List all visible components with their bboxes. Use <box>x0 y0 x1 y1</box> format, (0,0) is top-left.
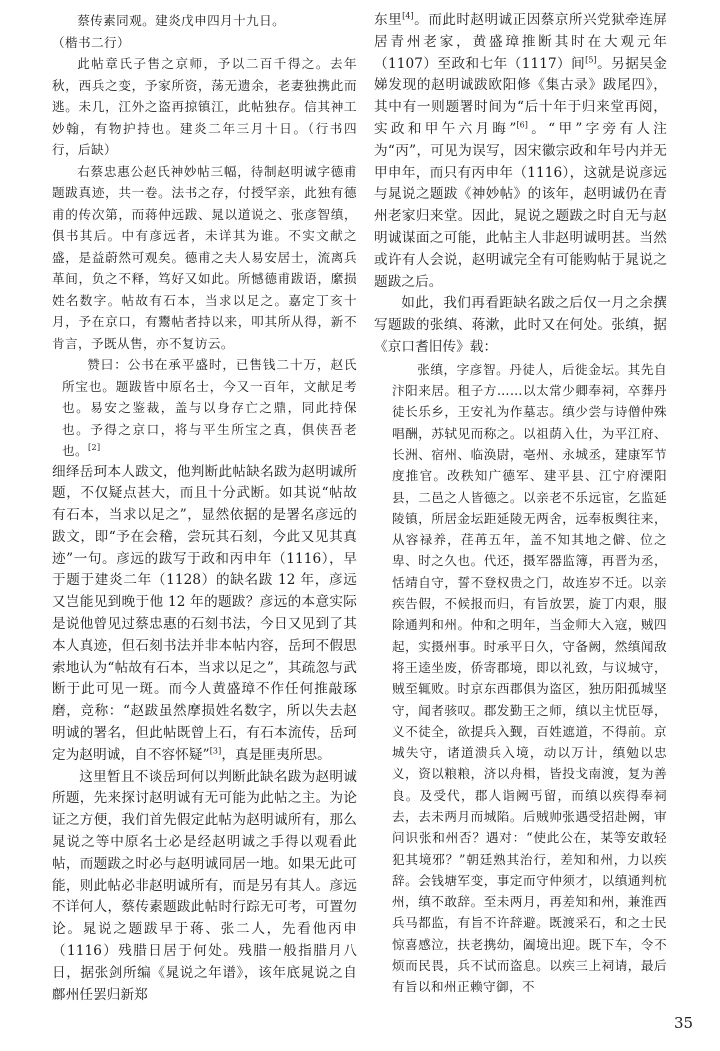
right-column <box>374 10 667 998</box>
yueke-eulogy: 赞曰：公书在承平盛时，已售钱二十万，赵氏所宝也。题跋皆中原名士，今又一百年，文献足考也。易安之鉴裁，盖与以身存亡之鼎，同此持保也。予得之京口，将与平生所宝之真，俱侠吾老也。[2] <box>62 357 357 458</box>
body-paragraph: 细绎岳珂本人跋文，他判断此帖缺名跋为赵明诚所题，不仅疑点甚大，而且十分武断。如其说“帖故有石本，当求以足之”，显然依据的是署名彦远的跋文，即“予在会稽，尝玩其石刻，今此又见其真迹”一句。彦远的跋写于政和丙申年（1116），早于题于建炎二年（1128）的缺名跋 12 年，彦远又岂能见到晚于他 12 年的题跋？彦远的本意实际是说他曾见过蔡忠惠的石刻书法，今日又见到了其本人真迹，但石刻书法并非本帖内容，岳珂不假思索地认为“帖故有石本，当求以足之”，其疏忽与武断于此可见一斑。而今人黄盛璋不作任何推敲琢磨，竞称：“赵跋虽然摩损姓名数字，所以失去赵明诚的署名，但此帖既曾上石，有石本流传，岳珂定为赵明诚，自不容怀疑”[3]，真是匪夷所思。 <box>52 463 357 763</box>
left-column <box>52 10 357 1006</box>
footnote-ref: [2] <box>88 442 101 452</box>
footnote-ref: [6] <box>516 120 529 130</box>
page-number: 35 <box>674 1014 694 1032</box>
body-paragraph: 东里[4]。而此时赵明诚正因蔡京所兴党狱牵连屏居青州老家，黄盛璋推断其时在大观元年（1107）至政和七年（1117）间[5]。另据吴金娣发现的赵明诚跋欧阳修《集古录》跋尾四》，其中有一则题署时间为“后十年于归来堂再阅，实政和甲午六月晦”[6]。“甲”字旁有人注为“丙”，可见为误写，因宋徽宗政和年号内并无甲申年，而只有丙申年（1116），这就是说彦远与晁说之题跋《神妙帖》的该年，赵明诚仍在青州老家归来堂。因此，晁说之题跋之时自无与赵明诚谋面之可能，此帖主人非赵明诚明甚。当然或许有人会说，赵明诚完全有可能购帖于晁说之题跋之后。 <box>374 11 668 290</box>
colophon-signature: 蔡传素同观。建炎戊申四月十九日。 <box>77 13 286 28</box>
block-quote: 张缜，字彦智。丹徒人，后徙金坛。其先自汴阳来居。租子方……以太常少卿奉祠，卒葬丹徒长乐乡，王安礼为作墓志。缜少尝与诗僧仲殊唱酬，苏轼见而称之。以祖荫入仕，为平江府、长洲、宿州、临涣尉，亳州、永城丞，建康军节度推官。改秩知广德军、建平县、江宁府溧阳县，二邑之人皆德之。以亲老不乐远宦，乞监延陵镇，所居金坛距延陵无两舍，远奉板舆往来，从容禄养，荏苒五年，盖不知其地之僻、位之卑、时之久也。代还，摄军器监簿，再晋为丞，恬靖自守，誓不登权贵之门，故连岁不迁。以亲疾告假，不候报而归，有旨放罢，旋丁内艰，服除通判和州。仲和之明年，当金师大入寇，贼四起，实摄州事。时承平日久，守备阙，然缜闻敌将王逵坐废，侨寄郡境，即以礼致，与议城守，贼至辄败。时京东西郡俱为盗区，独历阳孤城坚守，闻者骇叹。郡发勤王之师，缜以主忧臣辱，义不徒全，欲提兵入觐，百姓遮道，不得前。京城失守，诸道溃兵入境，动以万计，缜勉以忠义，资以粮粮，济以舟楫，皆投戈南渡，复为善良。及受代，郡人诣阙丐留，而缜以疾得奉祠去，去未两月而城陷。后贼帅张遇受招赴阙，审问识张和州否？遇对：“使此公在，某等安敢轻犯其境邪？”朝廷熟其治行，差知和州，力以疾辞。会钱塘军变，事定而守仲须才，以缜通判杭州，缜不敢辞。至未两月，再差知和州，兼淮西兵马都监，有旨不许辞避。既渡采石，和之士民惊喜感泣，扶老携幼，阖境出迎。既下车，令不烦而民畏，兵不试而盗息。以疾三上祠请，最后有旨以和州正赖守御，不 <box>392 361 667 995</box>
footnote-ref: [4] <box>402 11 414 21</box>
colophon-quote: 此帖章氏子售之京师，予以二百千得之。去年秋，西兵之变，予家所资，荡无遗余，老妻独携此而逃。未几，江外之盗再掠镇江，此帖独存。信其神工妙翰，有物护持也。建炎二年三月十日。（行书四行，后缺） <box>52 56 357 157</box>
script-note: （楷书二行） <box>52 34 130 50</box>
body-paragraph: 这里暂且不谈岳珂何以判断此缺名跋为赵明诚所题，先来探讨赵明诚有无可能为此帖之主。为论证之方便，我们首先假定此帖为赵明诚所有，那么晁说之等中原名士必是经赵明诚之手得以观看此帖，而题跋之时必与赵明诚同居一地。如果无此可能，则此帖必非赵明诚所有，而是另有其人。彦远不详何人，蔡传素题跋此帖时行踪无可考，可置勿论。晁说之题跋早于蒋、张二人，先看他丙申（1116）残腊日居于何处。残腊一般指腊月八日，据张剑所编《晁说之年谱》，该年底晁说之自鄜州任罢归新郑 <box>52 768 357 1003</box>
yueke-colophon: 右蔡忠惠公赵氏神妙帖三幅，待制赵明诚字德甫题跋真迹，共一卷。法书之存，付授罕亲，此独有德甫的传次第，而蒋仲远跋、晁以道说之、张彦智缜，俱书其后。中有彦远者，未详其为谁。不实文献之盛，是益蔚然可观矣。德甫之夫人易安居士，流离兵革间，负之不释，笃好又如此。所憾德甫跋语，縻损姓名数字。帖故有石本，当求以足之。嘉定丁亥十月，予在京口，有鬻帖者持以来，叩其所从得，新不肯言，予既从售，亦不复访云。 <box>52 163 357 351</box>
footnote-ref: [5] <box>585 55 597 65</box>
body-paragraph: 如此，我们再看距缺名跋之后仅一月之余撰写题跋的张缜、蒋漱，此时又在何处。张缜，据《京口耆旧传》载： <box>374 295 667 355</box>
footnote-ref: [3] <box>209 746 222 756</box>
